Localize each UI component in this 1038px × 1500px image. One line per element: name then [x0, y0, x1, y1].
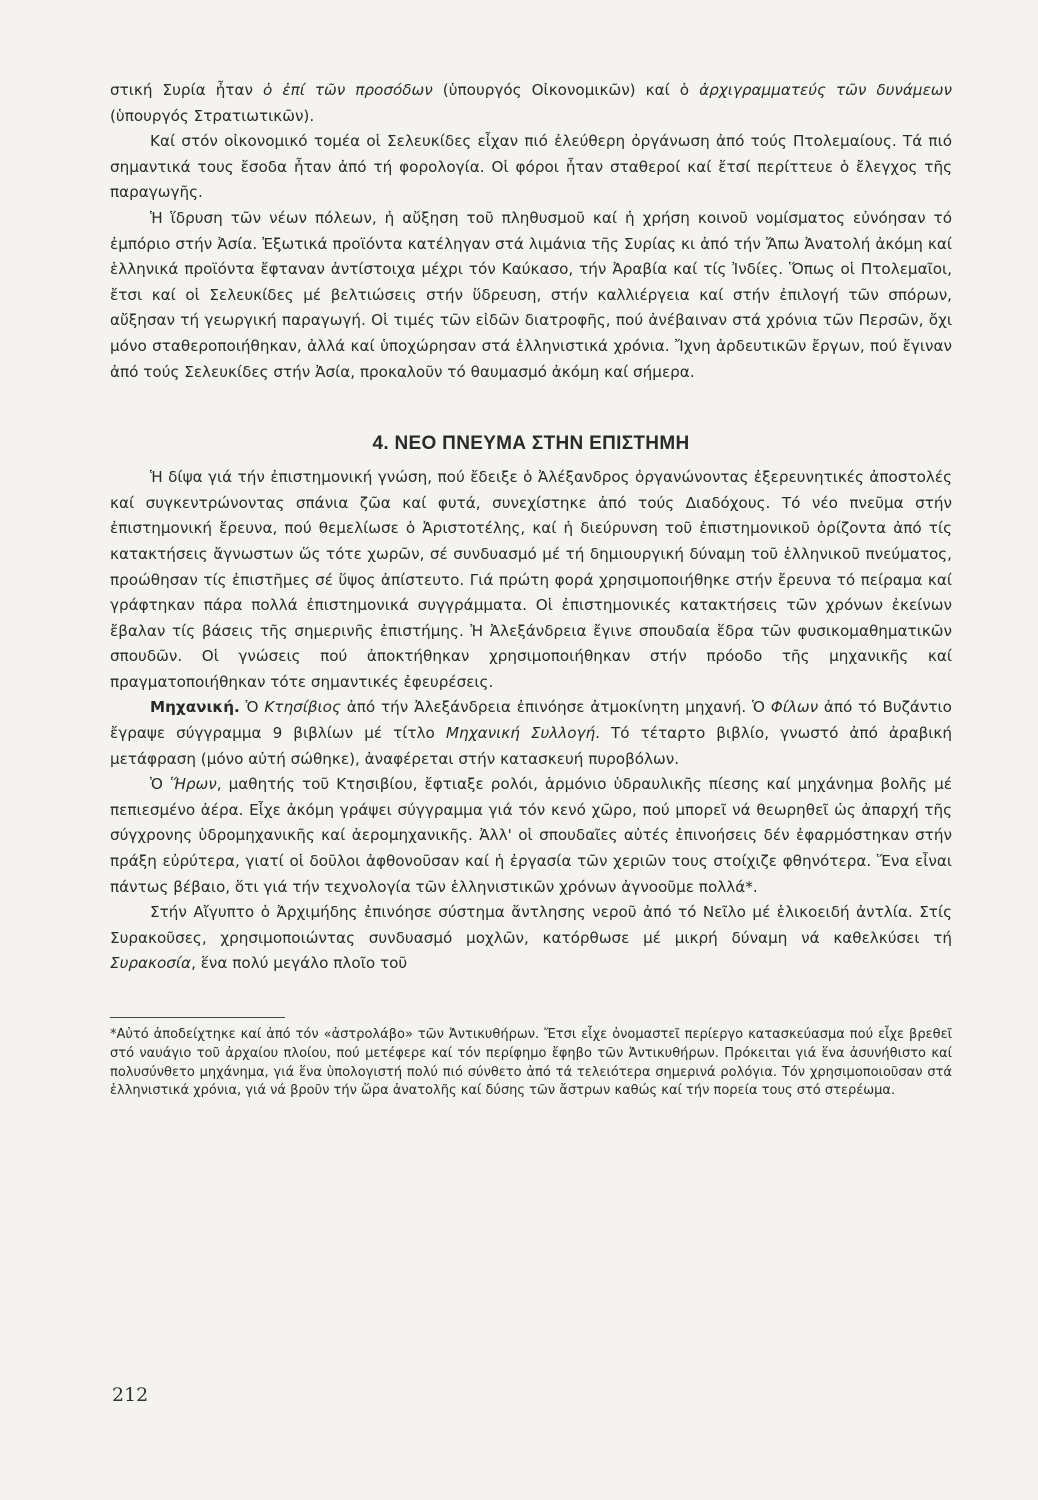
footnote-divider: [110, 1017, 285, 1018]
page-content: [110, 78, 952, 1101]
page-number: 212: [112, 1384, 149, 1406]
footnote-text: *Αὐτό ἀποδείχτηκε καί ἀπό τόν «ἀστρολάβο» τῶν Ἀντικυθήρων. Ἔτσι εἶχε ὀνομαστεῖ περίεργο κατασκεύασμα πού εἶχε βρεθεῖ στό ναυάγιο τοῦ ἀρχαίου πλοίου, πού μετέφερε καί τόν περίφημο ἔφηβο τῶν Ἀντικυθήρων. Πρόκειται γιά ἕνα ἀσυνήθιστο καί πολυσύνθετο μηχάνημα, γιά ἕνα ὑπολογιστή πολύ πιό σύνθετο ἀπό τά τελειότερα σημερινά ρολόγια. Τόν χρησιμοποιοῦσαν στά ἑλληνιστικά χρόνια, γιά νά βροῦν τήν ὥρα ἀνατολῆς καί δύσης τῶν ἄστρων καθώς καί τήν πορεία τους στό στερέωμα.: [110, 1027, 952, 1099]
paragraph-economy: Καί στόν οἰκονομικό τομέα οἱ Σελευκίδες εἶχαν πιό ἐλεύθερη ὀργάνωση ἀπό τούς Πτολεμαίους. Τά πιό σημαντικά τους ἔσοδα ἦταν ἀπό τή φορολογία. Οἱ φόροι ἦταν σταθεροί καί ἔτσί περίττευε ὁ ἔλεγχος τῆς παραγωγῆς.: [110, 132, 952, 202]
paragraph-science-intro: Ἡ δίψα γιά τήν ἐπιστημονική γνώση, πού ἔδειξε ὁ Ἀλέξανδρος ὀργανώνοντας ἐξερευνητικές ἀποστολές καί συγκεντρώνοντας σπάνια ζῶα καί φυτά, συνεχίστηκε ἀπό τούς Διαδόχους. Τό νέο πνεῦμα στήν ἐπιστημονική ἔρευνα, πού θεμελίωσε ὁ Ἀριστοτέλης, καί ἡ διεύρυνση τοῦ ἐπιστημονικοῦ ὁρίζοντα ἀπό τίς κατακτήσεις ἄγνωστων ὥς τότε χωρῶν, σέ συνδυασμό μέ τή δημιουργική δύναμη τοῦ ἑλληνικοῦ πνεύματος, προώθησαν τίς ἐπιστῆμες σέ ὕψος ἀπίστευτο. Γιά πρώτη φορά χρησιμοποιήθηκε στήν ἔρευνα τό πείραμα καί γράφτηκαν πάρα πολλά ἐπιστημονικά συγγράμματα. Οἱ ἐπιστημονικές κατακτήσεις τῶν χρόνων ἐκείνων ἔβαλαν τίς βάσεις τῆς σημερινῆς ἐπιστήμης. Ἡ Ἀλεξάνδρεια ἔγινε σπουδαία ἕδρα τῶν φυσικομαθηματικῶν σπουδῶν. Οἱ γνώσεις πού ἀποκτήθηκαν χρησιμοποιήθηκαν στήν πρόοδο τῆς μηχανικῆς καί πραγματοποιήθηκαν τότε σημαντικές ἐφευρέσεις.: [110, 468, 952, 691]
paragraph-heron: Ὁ Ἥρων, μαθητής τοῦ Κτησιβίου, ἔφτιαξε ρολόι, ἁρμόνιο ὑδραυλικῆς πίεσης καί μηχάνημα βολῆς μέ πεπιεσμένο ἀέρα. Εἶχε ἀκόμη γράψει σύγγραμμα γιά τόν κενό χῶρο, πού μπορεῖ νά θεωρηθεῖ ὡς ἀπαρχή τῆς σύγχρονης ὑδρομηχανικῆς καί ἀερομηχανικῆς. Ἀλλ' οἱ σπουδαῖες αὐτές ἐπινοήσεις δέν ἐφαρμόστηκαν στήν πράξη εὐρύτερα, γιατί οἱ δοῦλοι ἀφθονοῦσαν καί ἡ ἐργασία τῶν χεριῶν τους στοίχιζε φθηνότερα. Ἕνα εἶναι πάντως βέβαιο, ὅτι γιά τήν τεχνολογία τῶν ἑλληνιστικῶν χρόνων ἀγνοοῦμε πολλά*.: [110, 775, 952, 896]
footnote: [110, 1026, 952, 1101]
paragraph-ministers: στική Συρία ἦταν ὁ ἐπί τῶν προσόδων (ὑπουργός Οἰκονομικῶν) καί ὁ ἀρχιγραμματεύς τῶν δυνάμεων (ὑπουργός Στρατιωτικῶν).: [110, 81, 952, 125]
paragraph-trade: Ἡ ἵδρυση τῶν νέων πόλεων, ἡ αὔξηση τοῦ πληθυσμοῦ καί ἡ χρήση κοινοῦ νομίσματος εὐνόησαν τό ἐμπόριο στήν Ἀσία. Ἐξωτικά προϊόντα κατέληγαν στά λιμάνια τῆς Συρίας κι ἀπό τήν Ἄπω Ἀνατολή ἀκόμη καί ἑλληνικά προϊόντα ἔφταναν ἀντίστοιχα μέχρι τόν Καύκασο, τήν Ἀραβία καί τίς Ἰνδίες. Ὅπως οἱ Πτολεμαῖοι, ἔτσι καί οἱ Σελευκίδες μέ βελτιώσεις στήν ὕδρευση, στήν καλλιέργεια καί στήν ἐπιλογή τῶν σπόρων, αὔξησαν τή γεωργική παραγωγή. Οἱ τιμές τῶν εἰδῶν διατροφῆς, πού ἀνέβαιναν στά χρόνια τῶν Περσῶν, ὄχι μόνο σταθεροποιήθηκαν, ἀλλά καί ὑποχώρησαν στά ἑλληνιστικά χρόνια. Ἴχνη ἀρδευτικῶν ἔργων, πού ἔγιναν ἀπό τούς Σελευκίδες στήν Ἀσία, προκαλοῦν τό θαυμασμό ἀκόμη καί σήμερα.: [110, 208, 952, 381]
section-heading: 4. ΝΕΟ ΠΝΕΥΜΑ ΣΤΗΝ ΕΠΙΣΤΗΜΗ: [372, 433, 690, 455]
paragraph-archimedes: Στήν Αἴγυπτο ὁ Ἀρχιμήδης ἐπινόησε σύστημα ἄντλησης νεροῦ ἀπό τό Νεῖλο μέ ἑλικοειδή ἀντλία. Στίς Συρακοῦσες, χρησιμοποιώντας συνδυασμό μοχλῶν, κατόρθωσε μέ μικρή δύναμη νά καθελκύσει τή Συρακοσία, ἕνα πολύ μεγάλο πλοῖο τοῦ: [110, 903, 952, 973]
paragraph-mechanics: Μηχανική. Ὁ Κτησίβιος ἀπό τήν Ἀλεξάνδρεια ἐπινόησε ἀτμοκίνητη μηχανή. Ὁ Φίλων ἀπό τό Βυζάντιο ἔγραψε σύγγραμμα 9 βιβλίων μέ τίτλο Μηχανική Συλλογή. Τό τέταρτο βιβλίο, γνωστό ἀπό ἀραβική μετάφραση (μόνο αὐτή σώθηκε), ἀναφέρεται στήν κατασκευή πυροβόλων.: [110, 698, 952, 768]
runin-heading-mechanics: Μηχανική.: [150, 698, 240, 717]
